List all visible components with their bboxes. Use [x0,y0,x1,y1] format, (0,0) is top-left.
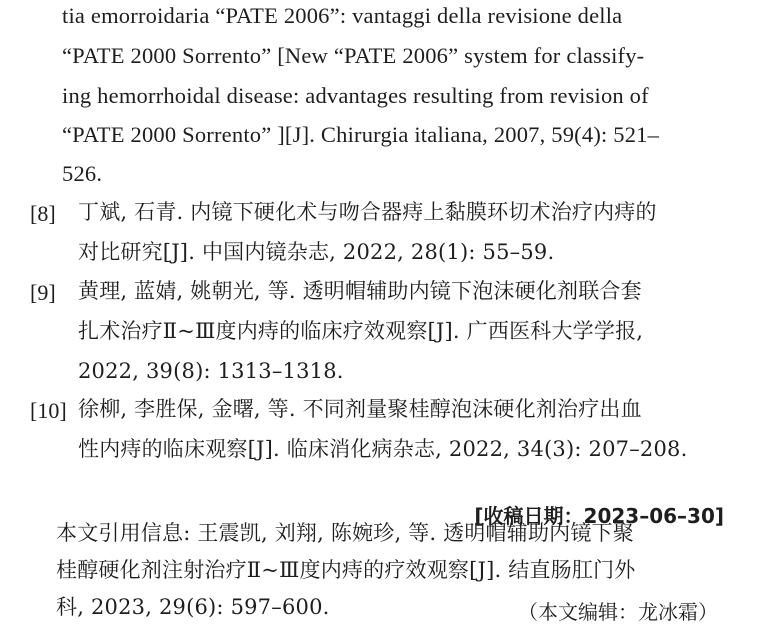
editor-note: （本文编辑：龙冰霜） [518,600,718,624]
citation-text-line: 本文引用信息: 王震凯, 刘翔, 陈婉珍, 等. 透明帽辅助内镜下聚 [56,521,634,545]
citation-text-line: 科, 2023, 29(6): 597–600. [56,595,330,619]
reference-number: [8] [30,201,56,226]
received-date: [收稿日期：2023–06–30] [474,504,724,528]
reference-text-line: “PATE 2000 Sorrento” [New “PATE 2006” system for classify- [62,43,645,68]
reference-text-line: 性内痔的临床观察[J]. 临床消化病杂志, 2022, 34(3): 207–208. [78,437,688,461]
reference-text-line: 黄理, 蓝婧, 姚朝光, 等. 透明帽辅助内镜下泡沫硬化剂联合套 [78,279,642,303]
citation-text-line: 桂醇硬化剂注射治疗Ⅱ~Ⅲ度内痔的疗效观察[J]. 结直肠肛门外 [56,558,636,582]
reference-text-line: tia emorroidaria “PATE 2006”: vantaggi della revisione della [62,3,623,28]
reference-text-line: “PATE 2000 Sorrento” ][J]. Chirurgia italiana, 2007, 59(4): 521– [62,122,660,147]
reference-text-line: 526. [62,161,103,186]
reference-number: [10] [30,398,67,423]
reference-text-line: 2022, 39(8): 1313–1318. [78,359,344,383]
reference-text-line: 对比研究[J]. 中国内镜杂志, 2022, 28(1): 55–59. [78,240,555,264]
reference-number: [9] [30,280,56,305]
reference-text-line: 扎术治疗Ⅱ~Ⅲ度内痔的临床疗效观察[J]. 广西医科大学学报, [78,319,644,343]
reference-text-line: 徐柳, 李胜保, 金曙, 等. 不同剂量聚桂醇泡沫硬化剂治疗出血 [78,397,642,421]
reference-text-line: 丁斌, 石青. 内镜下硬化术与吻合器痔上黏膜环切术治疗内痔的 [78,200,657,224]
reference-text-line: ing hemorrhoidal disease: advantages resulting from revision of [62,83,649,108]
